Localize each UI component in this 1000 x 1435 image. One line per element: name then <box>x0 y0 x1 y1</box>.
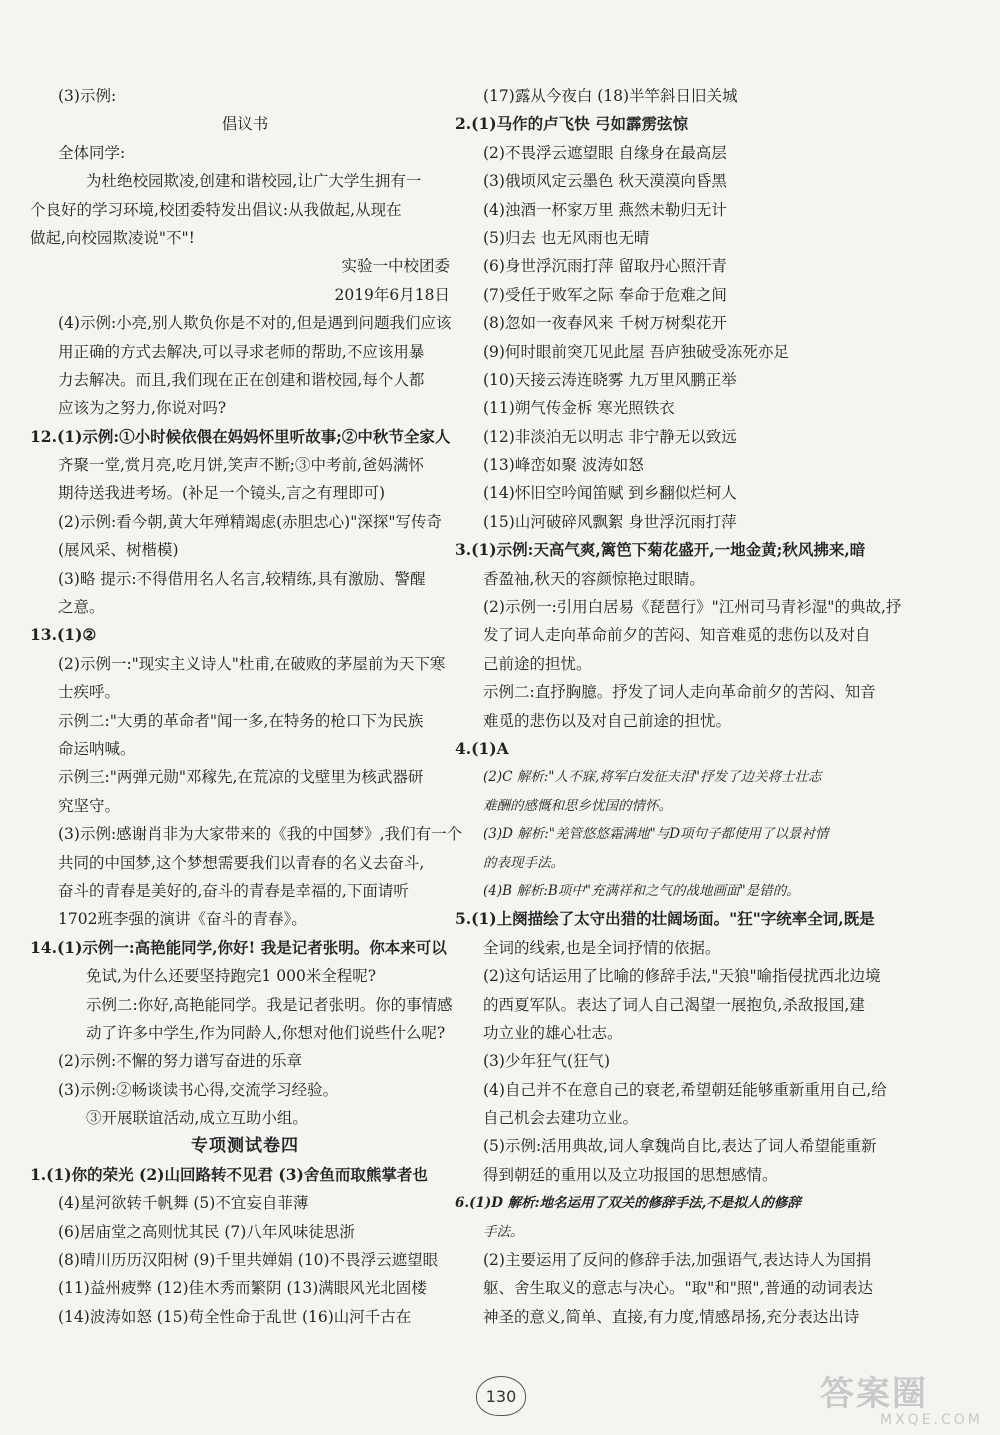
text-line: 究坚守。 <box>58 796 121 815</box>
text-line: (2)主要运用了反问的修辞手法,加强语气,表达诗人为国捐 <box>483 1251 872 1270</box>
text-line: (展风采、树楷模) <box>58 541 179 560</box>
text-line: 香盈袖,秋天的容颜惊艳过眼睛。 <box>483 569 705 588</box>
text-line: 做起,向校园欺凌说"不"! <box>30 228 195 247</box>
text-line: (4)自己并不在意自己的衰老,希望朝廷能够重新重用自己,给 <box>483 1080 887 1099</box>
text-line: 示例二:直抒胸臆。抒发了词人走向革命前夕的苦闷、知音 <box>483 683 876 702</box>
text-line: 为杜绝校园欺凌,创建和谐校园,让广大学生拥有一 <box>86 172 422 191</box>
text-line: 2.(1)马作的卢飞快 弓如霹雳弦惊 <box>455 114 689 134</box>
text-line: (12)非淡泊无以明志 非宁静无以致远 <box>483 427 737 446</box>
text-line: 命运呐喊。 <box>58 739 136 758</box>
text-line: (3)示例:②畅谈读书心得,交流学习经验。 <box>58 1080 339 1099</box>
text-line: (2)C 解析:"人不寐,将军白发征夫泪"抒发了边关将士壮志 <box>483 769 822 786</box>
right-column <box>455 82 980 1331</box>
text-line: 14.(1)示例一:高艳能同学,你好! 我是记者张明。你本来可以 <box>30 937 447 957</box>
watermark-logo <box>820 1375 990 1430</box>
text-line: 13.(1)② <box>30 625 97 645</box>
text-line: (9)何时眼前突兀见此屋 吾庐独破受冻死亦足 <box>483 342 789 361</box>
text-line: 的表现手法。 <box>483 854 564 871</box>
text-line: (17)露从今夜白 (18)半竿斜日旧关城 <box>483 87 738 105</box>
text-line: 的西夏军队。表达了词人自己渴望一展抱负,杀敌报国,建 <box>483 995 865 1014</box>
text-line: (5)归去 也无风雨也无晴 <box>483 228 650 247</box>
text-line: (3)略 提示:不得借用名人名言,较精练,具有激励、警醒 <box>58 569 426 588</box>
text-line: (4)示例:小亮,别人欺负你是不对的,但是遇到问题我们应该 <box>58 314 452 333</box>
text-line: (3)少年狂气(狂气) <box>483 1052 611 1071</box>
text-line: (6)居庙堂之高则忧其民 (7)八年风味徒思浙 <box>58 1222 355 1241</box>
text-line: (2)示例一:引用白居易《琵琶行》"江州司马青衫湿"的典故,抒 <box>483 598 902 617</box>
text-line: 个良好的学习环境,校团委特发出倡议:从我做起,从现在 <box>30 200 402 219</box>
text-line: (2)示例:看今朝,黄大年殚精竭虑(赤胆忠心)"深探"写传奇 <box>58 512 442 531</box>
text-line: (2)示例:不懈的努力谱写奋进的乐章 <box>58 1052 303 1071</box>
text-line: 之意。 <box>58 598 105 617</box>
text-line: 免试,为什么还要坚持跑完1 000米全程呢? <box>86 967 377 986</box>
text-line: 5.(1)上阕描绘了太守出猎的壮阔场面。"狂"字统率全词,既是 <box>455 909 875 929</box>
text-line: 期待送我进考场。(补足一个镜头,言之有理即可) <box>58 484 386 503</box>
text-line: 手法。 <box>483 1223 524 1240</box>
text-line: 难觅的悲伤以及对自己前途的担忧。 <box>483 711 732 730</box>
text-line: (15)山河破碎风飘絮 身世浮沉雨打萍 <box>483 512 737 531</box>
text-line: (8)晴川历历汉阳树 (9)千里共婵娟 (10)不畏浮云遮望眼 <box>58 1251 439 1270</box>
text-line: 示例三:"两弹元勋"邓稼先,在荒凉的戈壁里为核武器研 <box>58 768 424 787</box>
text-line: (4)星河欲转千帆舞 (5)不宜妄自菲薄 <box>58 1194 309 1213</box>
text-line: 共同的中国梦,这个梦想需要我们以青春的名义去奋斗, <box>58 853 425 872</box>
text-line: (5)示例:活用典故,词人拿魏尚自比,表达了词人希望能重新 <box>483 1137 877 1156</box>
text-line: 倡议书 <box>221 115 269 134</box>
text-line: (3)D 解析:"羌管悠悠霜满地"与D项句子都使用了以景衬情 <box>483 826 829 843</box>
text-line: 应该为之努力,你说对吗? <box>58 399 227 418</box>
text-line: 示例二:你好,高艳能同学。我是记者张明。你的事情感 <box>86 995 453 1014</box>
text-line: 6.(1)D 解析:地名运用了双关的修辞手法,不是拟人的修辞 <box>455 1195 801 1212</box>
text-line: (14)怀旧空吟闻笛赋 到乡翻似烂柯人 <box>483 484 737 503</box>
text-line: (4)B 解析:B项中"充满祥和之气的战地画面"是错的。 <box>483 882 800 899</box>
text-line: 奋斗的青春是美好的,奋斗的青春是幸福的,下面请听 <box>58 881 409 900</box>
text-line: 实验一中校团委 <box>341 257 450 276</box>
text-line: 3.(1)示例:天高气爽,篱笆下菊花盛开,一地金黄;秋风拂来,暗 <box>455 540 866 560</box>
watermark-url: MXQE.COM <box>880 1412 983 1428</box>
text-line: 己前途的担忧。 <box>483 654 592 673</box>
text-line: (3)俄顷风定云墨色 秋天漠漠向昏黑 <box>483 172 727 191</box>
text-line: 示例二:"大勇的革命者"闻一多,在特务的枪口下为民族 <box>58 711 424 730</box>
text-line: 用正确的方式去解决,可以寻求老师的帮助,不应该用暴 <box>58 342 425 361</box>
text-line: 全词的线索,也是全词抒情的依据。 <box>483 938 721 957</box>
text-line: 士疾呼。 <box>58 683 121 702</box>
text-line: 躯、舍生取义的意志与决心。"取"和"照",普通的动词表达 <box>483 1279 873 1298</box>
text-line: 发了词人走向革命前夕的苦闷、知音难觅的悲伤以及对自 <box>483 626 871 645</box>
text-line: (2)示例一:"现实主义诗人"杜甫,在破败的茅屋前为天下寒 <box>58 654 446 673</box>
text-line: (11)益州疲弊 (12)佳木秀而繁阴 (13)满眼风光北固楼 <box>58 1279 427 1298</box>
text-line: 动了许多中学生,作为同龄人,你想对他们说些什么呢? <box>86 1023 446 1042</box>
text-line: 专项测试卷四 <box>191 1136 299 1157</box>
text-line: (14)波涛如怒 (15)苟全性命于乱世 (16)山河千古在 <box>58 1307 412 1326</box>
text-line: (7)受任于败军之际 奉命于危难之间 <box>483 285 727 304</box>
text-line: (3)示例:感谢肖非为大家带来的《我的中国梦》,我们有一个 <box>58 825 463 844</box>
text-line: 得到朝廷的重用以及立功报国的思想感情。 <box>483 1165 778 1184</box>
text-line: 力去解决。而且,我们现在正在创建和谐校园,每个人都 <box>58 370 425 389</box>
text-line: 功立业的雄心壮志。 <box>483 1023 623 1042</box>
left-column <box>30 82 463 1331</box>
text-line: (13)峰峦如聚 波涛如怒 <box>483 456 644 475</box>
text-line: (8)忽如一夜春风来 千树万树梨花开 <box>483 314 727 333</box>
text-line: (6)身世浮沉雨打萍 留取丹心照汗青 <box>483 257 727 276</box>
page-number: 130 <box>476 1376 526 1416</box>
text-line: 12.(1)示例:①小时候依偎在妈妈怀里听故事;②中秋节全家人 <box>30 426 451 446</box>
watermark-text: 答案圈 <box>820 1374 928 1414</box>
text-line: (3)示例: <box>58 87 117 105</box>
text-line: 自己机会去建功立业。 <box>483 1109 639 1128</box>
text-line: (10)天接云涛连晓雾 九万里风鹏正举 <box>483 370 737 389</box>
text-line: 1702班李强的演讲《奋斗的青春》。 <box>58 910 307 929</box>
text-line: (2)这句话运用了比喻的修辞手法,"天狼"喻指侵扰西北边境 <box>483 967 881 986</box>
text-line: 齐聚一堂,赏月亮,吃月饼,笑声不断;③中考前,爸妈满怀 <box>58 456 424 475</box>
text-line: (2)不畏浮云遮望眼 自缘身在最高层 <box>483 143 727 162</box>
text-line: 1.(1)你的荣光 (2)山回路转不见君 (3)舍鱼而取熊掌者也 <box>30 1164 428 1184</box>
text-line: 难酬的感慨和思乡忧国的情怀。 <box>483 797 672 814</box>
text-line: ③开展联谊活动,成立互助小组。 <box>86 1109 308 1128</box>
text-line: 2019年6月18日 <box>334 285 450 304</box>
text-line: (4)浊酒一杯家万里 燕然未勒归无计 <box>483 200 727 219</box>
text-line: (11)朔气传金柝 寒光照铁衣 <box>483 399 675 418</box>
text-line: 4.(1)A <box>455 738 509 758</box>
text-line: 全体同学: <box>58 143 126 162</box>
text-line: 神圣的意义,简单、直接,有力度,情感昂扬,充分表达出诗 <box>483 1307 860 1326</box>
